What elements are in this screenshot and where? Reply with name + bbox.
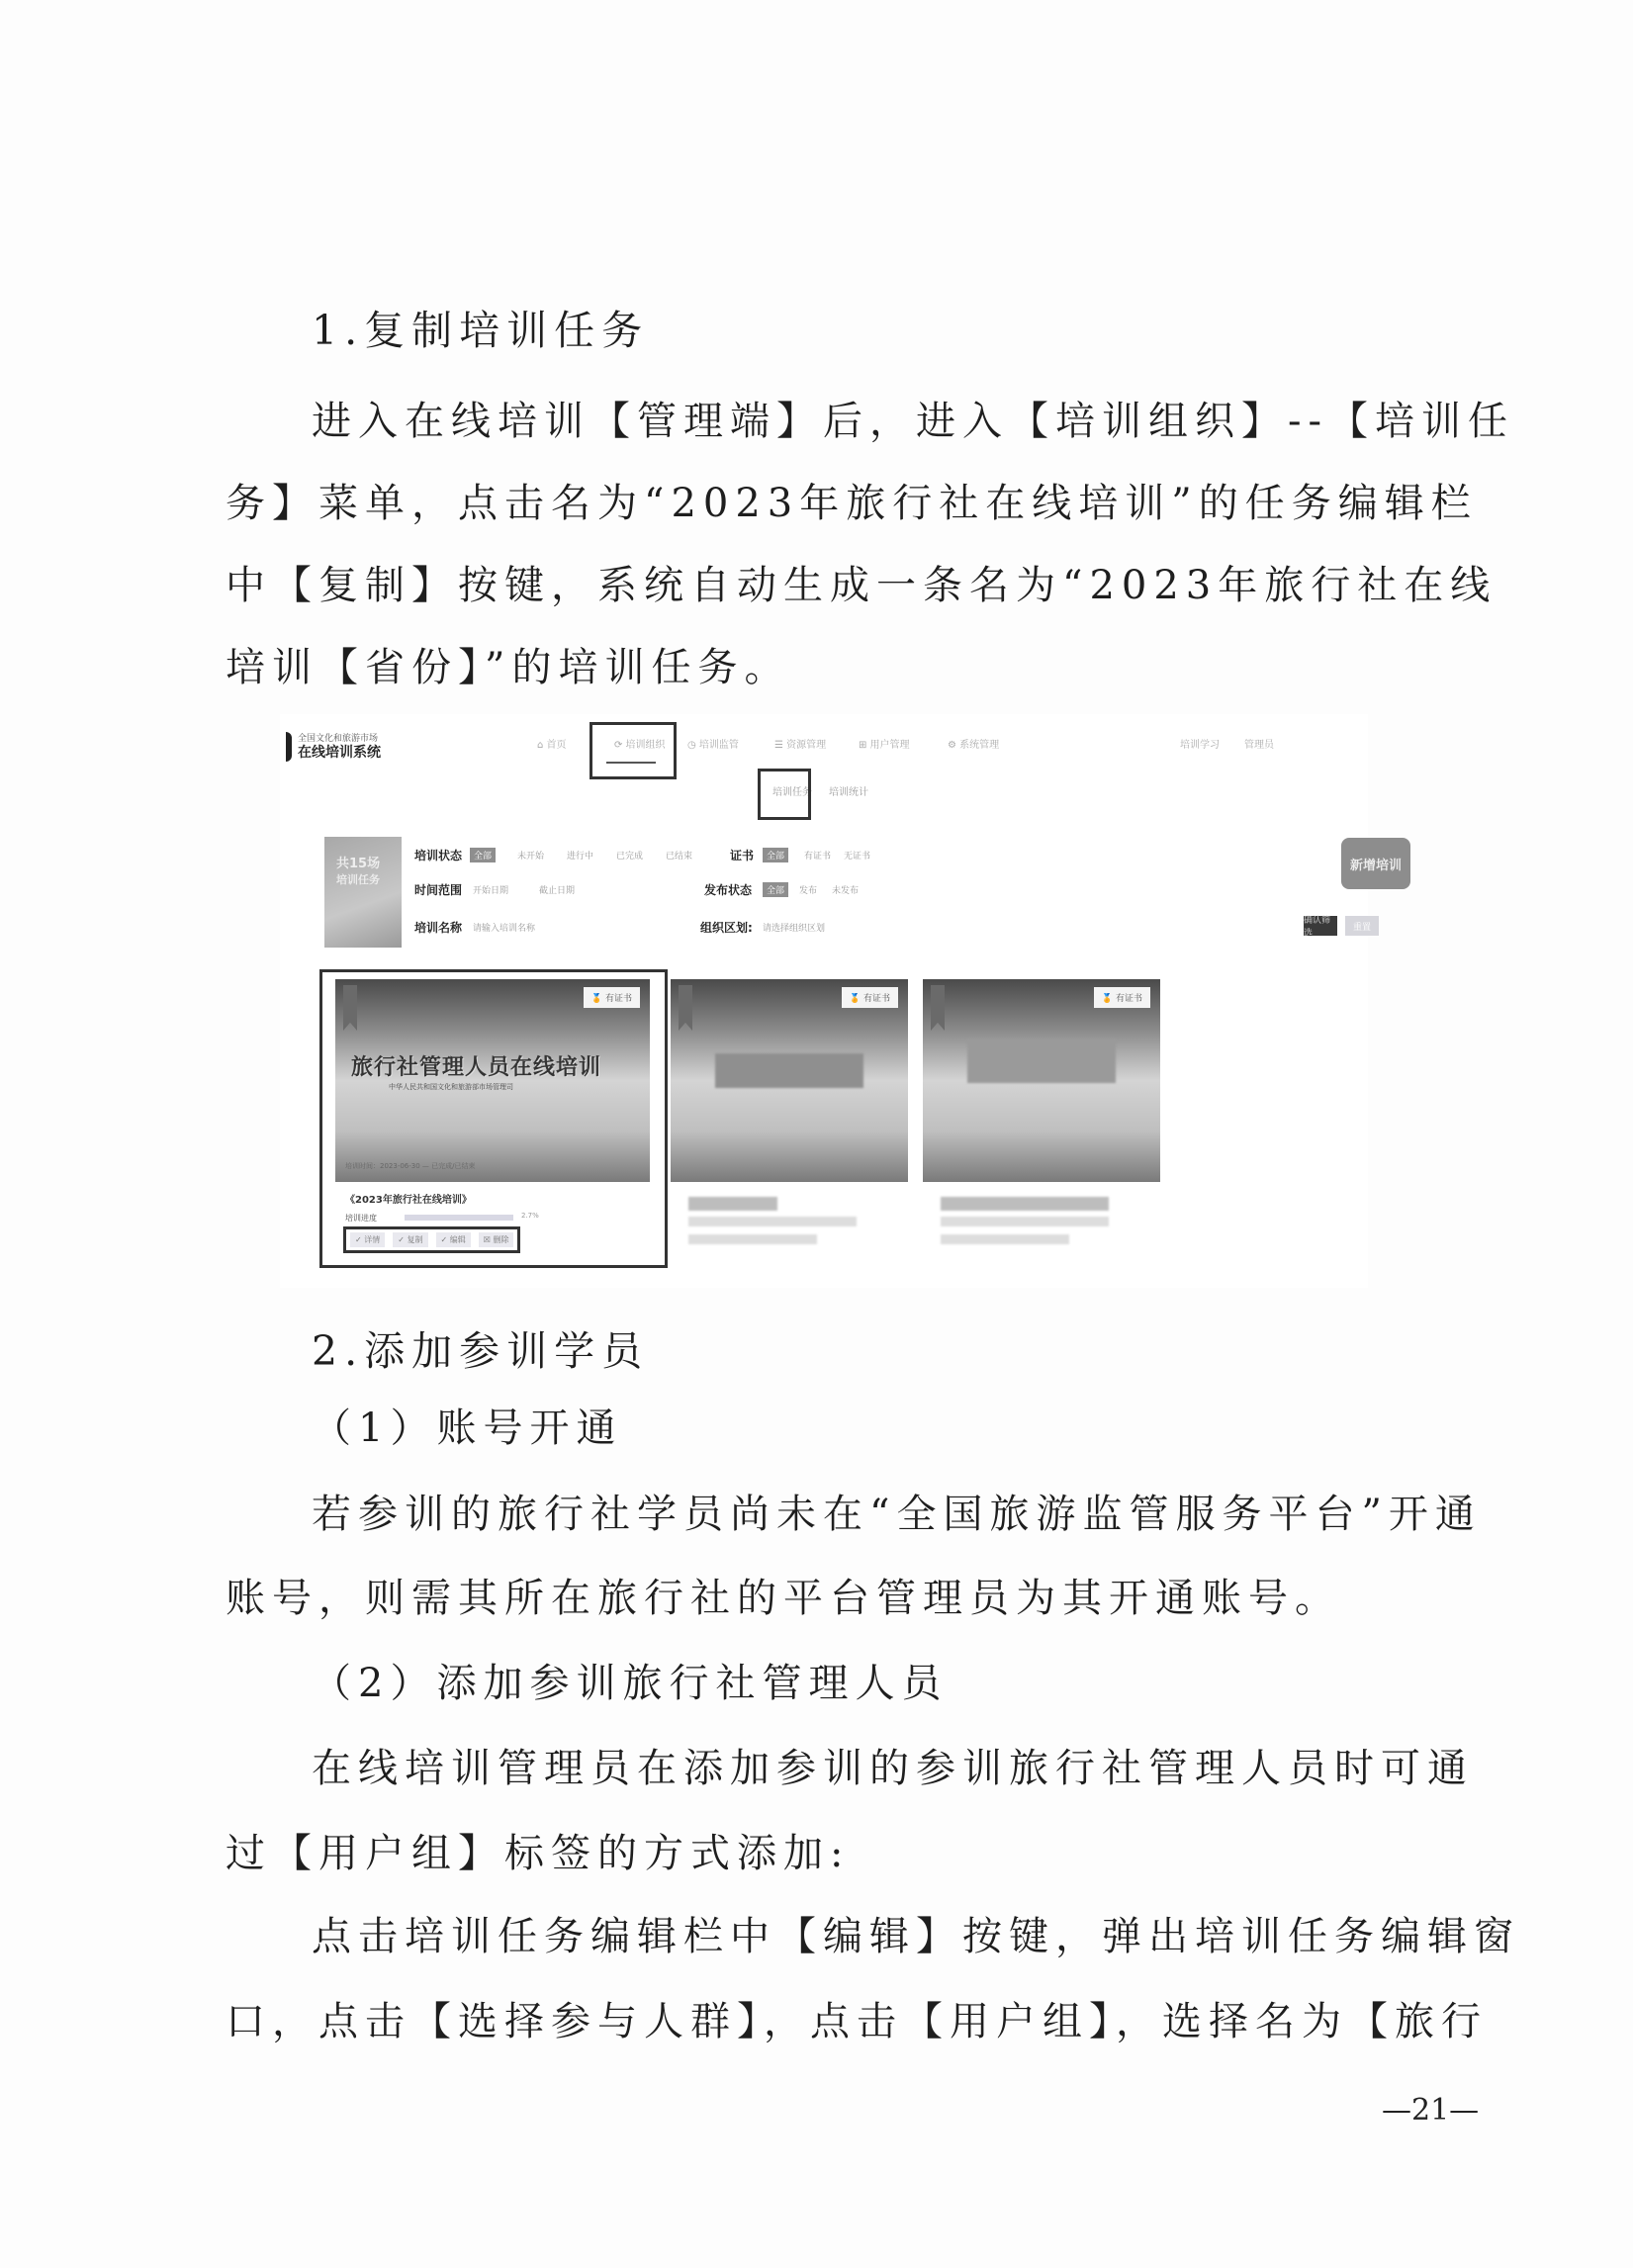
delete-button[interactable]: ☒ 删除 (479, 1232, 514, 1247)
filter-status-ended[interactable]: 已结束 (666, 852, 693, 862)
training-card[interactable] (671, 979, 908, 1246)
card-banner-title: 旅行社管理人员在线培训 (351, 1055, 602, 1080)
card-actions-bar (343, 1226, 520, 1253)
filter-org-select[interactable]: 请选择组织区划 (763, 924, 826, 934)
copy-button[interactable]: ✓ 复制 (393, 1232, 427, 1247)
edit-button[interactable]: ✓ 编辑 (436, 1232, 471, 1247)
card-title: 《2023年旅行社在线培训》 (345, 1195, 472, 1206)
nav-resource-mgmt[interactable]: ☰ 资源管理 (774, 740, 827, 751)
sub1-heading: （1）账号开通 (312, 1406, 623, 1451)
details-button[interactable]: ✓ 详情 (350, 1232, 385, 1247)
filter-name-input[interactable]: 请输入培训名称 (473, 924, 536, 934)
nav-training-supervision[interactable]: ◷ 培训监管 (687, 740, 739, 751)
task-count-label: 培训任务 (336, 873, 380, 886)
nav-training-org[interactable]: ⟳ 培训组织 (614, 740, 666, 751)
filter-cert-all[interactable]: 全部 (763, 848, 788, 862)
subnav-training-task[interactable]: 培训任务 (772, 787, 812, 798)
sub2-heading: （2）添加参训旅行社管理人员 (312, 1661, 949, 1706)
training-card[interactable] (335, 979, 650, 1246)
nav-home[interactable]: ⌂ 首页 (537, 740, 567, 751)
card-meta: 培训时间：2023-06-30 — 已完成/已结束 (345, 1162, 476, 1170)
blurred-text (941, 1217, 1109, 1226)
card-banner-subtitle: 中华人民共和国文化和旅游部市场管理司 (389, 1083, 513, 1091)
card-cover-image (923, 979, 1160, 1182)
certificate-badge: 🏅 有证书 (842, 987, 898, 1008)
certificate-badge-label: 有证书 (862, 994, 890, 1004)
filter-time-start[interactable]: 开始日期 (473, 886, 509, 896)
filter-publish-label: 发布状态 (704, 883, 753, 897)
blurred-text (688, 1217, 857, 1226)
status-ribbon-icon (679, 985, 692, 1031)
filter-name-label: 培训名称 (414, 921, 463, 935)
nav-active-underline (606, 762, 656, 764)
certificate-badge: 🏅 有证书 (584, 987, 640, 1008)
subnav-training-stats[interactable]: 培训统计 (829, 787, 868, 798)
sub1-line: 若参训的旅行社学员尚未在“全国旅游监管服务平台”开通 (312, 1492, 1482, 1537)
page-number: —21— (1382, 2093, 1480, 2128)
section1-line: 培训【省份】”的培训任务。 (226, 645, 791, 690)
reset-button[interactable]: 重置 (1345, 916, 1379, 936)
progress-label: 培训进度 (345, 1214, 377, 1223)
sub2-line: 点击培训任务编辑栏中【编辑】按键，弹出培训任务编辑窗 (312, 1914, 1520, 1959)
sub2-line: 口，点击【选择参与人群】，点击【用户组】，选择名为【旅行 (226, 1999, 1488, 2044)
filter-cert-none[interactable]: 无证书 (844, 852, 871, 862)
filter-time-label: 时间范围 (414, 883, 463, 897)
filter-time-end[interactable]: 截止日期 (539, 886, 576, 896)
sub1-line: 账号，则需其所在旅行社的平台管理员为其开通账号。 (226, 1576, 1341, 1621)
section1-line: 中【复制】按键，系统自动生成一条名为“2023年旅行社在线 (226, 563, 1497, 608)
certificate-badge-label: 有证书 (604, 994, 632, 1004)
card-cover-image (335, 979, 650, 1182)
blurred-title (967, 1039, 1116, 1083)
section1-line: 务】菜单，点击名为“2023年旅行社在线培训”的任务编辑栏 (226, 481, 1478, 526)
progress-bar (405, 1215, 513, 1221)
training-card[interactable] (923, 979, 1160, 1246)
nav-admin[interactable]: 管理员 (1244, 740, 1274, 751)
filter-publish-published[interactable]: 发布 (799, 886, 818, 896)
filter-org-label: 组织区划: (700, 921, 753, 935)
new-training-button[interactable]: 新增培训 (1341, 838, 1410, 889)
highlight-box-nav (590, 722, 677, 779)
filter-publish-all[interactable]: 全部 (763, 882, 788, 897)
card-cover-image (671, 979, 908, 1182)
certificate-badge-label: 有证书 (1115, 994, 1142, 1004)
progress-value: 2.7% (521, 1212, 539, 1220)
filter-cert-has[interactable]: 有证书 (804, 852, 832, 862)
certificate-badge: 🏅 有证书 (1094, 987, 1150, 1008)
section1-heading: 1.复制培训任务 (312, 307, 650, 354)
nav-user-mgmt[interactable]: ⊞ 用户管理 (859, 740, 910, 751)
blurred-text (941, 1234, 1069, 1244)
blurred-text (688, 1197, 777, 1211)
blurred-text (941, 1197, 1109, 1211)
logo-mark-icon (286, 732, 292, 762)
embedded-screenshot (280, 714, 1402, 1288)
confirm-filter-button[interactable]: 确认筛选 (1304, 916, 1337, 936)
highlight-box-subnav (758, 769, 811, 820)
logo-title: 在线培训系统 (298, 744, 381, 761)
task-count: 共15场 (336, 857, 381, 871)
filter-status-not-started[interactable]: 未开始 (517, 852, 545, 862)
section2-heading: 2.添加参训学员 (312, 1327, 650, 1375)
blurred-title (715, 1053, 863, 1088)
sub2-line: 在线培训管理员在添加参训的参训旅行社管理人员时可通 (312, 1746, 1474, 1791)
section1-line: 进入在线培训【管理端】后，进入【培训组织】--【培训任 (312, 399, 1515, 444)
sub2-line: 过【用户组】标签的方式添加: (226, 1831, 851, 1876)
status-ribbon-icon (343, 985, 357, 1031)
filter-publish-unpublished[interactable]: 未发布 (832, 886, 860, 896)
filter-status-completed[interactable]: 已完成 (616, 852, 644, 862)
filter-status-all[interactable]: 全部 (470, 848, 496, 862)
filter-status-label: 培训状态 (414, 849, 463, 862)
task-count-banner (324, 837, 402, 948)
nav-system-mgmt[interactable]: ⚙ 系统管理 (948, 740, 1000, 751)
logo-subtitle: 全国文化和旅游市场 (298, 733, 379, 744)
filter-status-ongoing[interactable]: 进行中 (567, 852, 594, 862)
app-logo (286, 732, 381, 762)
filter-cert-label: 证书 (730, 849, 755, 862)
blurred-text (688, 1234, 817, 1244)
status-ribbon-icon (931, 985, 945, 1031)
nav-training-study[interactable]: 培训学习 (1180, 740, 1220, 751)
